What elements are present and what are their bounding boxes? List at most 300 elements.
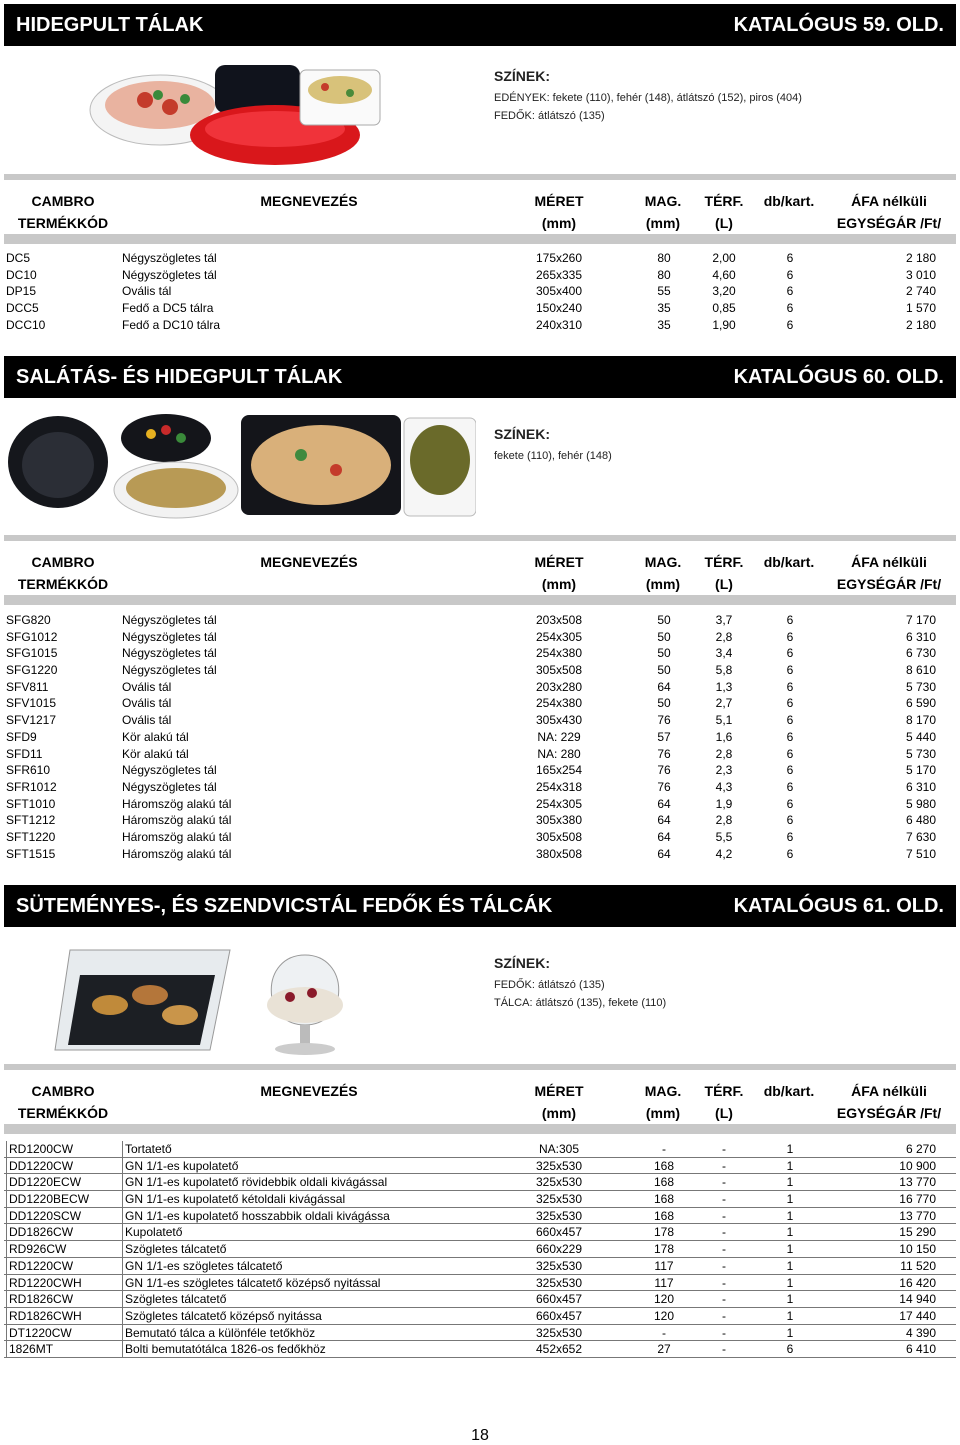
cell-code: SFT1010	[6, 796, 56, 811]
cell-db: 1	[786, 1175, 794, 1190]
table-row	[4, 267, 956, 284]
cell-code: DT1220CW	[6, 1325, 72, 1342]
section-banner-1	[4, 4, 956, 46]
cell-terf: 3,4	[715, 646, 733, 661]
cell-code: DCC5	[6, 301, 39, 316]
cell-code: SFT1212	[6, 813, 56, 828]
cell-terf: 2,8	[715, 629, 733, 644]
cell-size: 254x380	[535, 646, 583, 661]
cell-name: Négyszögletes tál	[122, 251, 217, 265]
cell-terf: -	[722, 1242, 726, 1257]
cell-price: 7 630	[905, 829, 936, 844]
cell-size: 305x508	[535, 829, 583, 844]
cell-price: 3 010	[905, 267, 936, 282]
cell-db: 6	[786, 646, 794, 661]
cell-size: 325x530	[535, 1275, 583, 1290]
cell-price: 8 170	[905, 713, 936, 728]
cell-code: DP15	[6, 284, 37, 299]
header-name: MEGNEVEZÉS	[260, 193, 358, 209]
table-row	[4, 612, 956, 629]
cell-size: 380x508	[535, 846, 583, 861]
cell-name: Kör alakú tál	[122, 729, 189, 744]
cell-terf: -	[722, 1158, 726, 1173]
cell-code: SFD9	[6, 729, 37, 744]
colors-line: TÁLCA: átlátszó (135), fekete (110)	[494, 997, 667, 1009]
cell-terf: -	[722, 1342, 726, 1357]
cell-price: 7 510	[905, 846, 936, 861]
cell-code: DC5	[6, 251, 31, 265]
cell-terf: 5,8	[715, 663, 733, 678]
product-photo	[70, 55, 400, 170]
cell-price: 16 420	[899, 1275, 936, 1290]
cell-mag: 80	[657, 251, 671, 265]
cell-size: 254x305	[535, 796, 583, 811]
cell-name: Négyszögletes tál	[122, 779, 217, 794]
cell-db: 6	[786, 317, 794, 332]
header-price: ÁFA nélküli EGYSÉGÁR /Ft/	[836, 1083, 942, 1121]
header-price: ÁFA nélküli EGYSÉGÁR /Ft/	[836, 193, 942, 231]
colors-line: EDÉNYEK: fekete (110), fehér (148), átlátszó (152), piros (404)	[494, 92, 802, 104]
page-number: 18	[471, 1427, 489, 1444]
cell-mag: 168	[653, 1208, 675, 1223]
cell-db: 6	[786, 746, 794, 761]
cell-name: Ovális tál	[122, 679, 172, 694]
cell-price: 5 170	[905, 763, 936, 778]
table-row	[4, 250, 956, 267]
cell-name: Négyszögletes tál	[122, 629, 217, 644]
cell-size: 660x457	[535, 1308, 583, 1323]
cell-size: 325x530	[535, 1325, 583, 1340]
cell-price: 6 310	[905, 779, 936, 794]
cell-code: DD1220SCW	[6, 1208, 81, 1225]
cell-db: 6	[786, 1342, 794, 1357]
table-row	[4, 1291, 956, 1308]
cell-terf: 2,00	[712, 251, 736, 265]
cell-name: GN 1/1-es kupolatető kétoldali kivágással	[122, 1191, 345, 1208]
cell-mag: 64	[657, 813, 671, 828]
table-row	[4, 679, 956, 696]
cell-name: Négyszögletes tál	[122, 663, 217, 678]
cell-name: Fedő a DC5 tálra	[122, 301, 214, 316]
table-row	[4, 317, 956, 334]
cell-price: 2 180	[905, 251, 936, 265]
cell-price: 10 150	[899, 1242, 936, 1257]
cell-code: SFG1015	[6, 646, 58, 661]
cell-terf: 5,5	[715, 829, 733, 844]
header-volume: TÉRF. (L)	[704, 193, 744, 231]
cell-mag: 50	[657, 696, 671, 711]
cell-code: RD1826CW	[6, 1291, 73, 1308]
product-photo	[50, 935, 380, 1057]
cell-terf: -	[722, 1292, 726, 1307]
cell-terf: 2,8	[715, 746, 733, 761]
cell-name: GN 1/1-es szögletes tálcatető	[122, 1258, 282, 1275]
cell-db: 6	[786, 763, 794, 778]
cell-code: SFG1220	[6, 663, 58, 678]
table-row	[4, 1341, 956, 1358]
cell-mag: 117	[654, 1275, 674, 1290]
cell-name: Tortatető	[122, 1141, 172, 1158]
section-banner-3	[4, 885, 956, 927]
cell-name: Négyszögletes tál	[122, 267, 217, 282]
cell-price: 13 770	[899, 1208, 936, 1223]
header-code: CAMBRO TERMÉKKÓD	[17, 1083, 109, 1121]
cell-name: GN 1/1-es kupolatető rövidebbik oldali kivágással	[122, 1174, 387, 1191]
colors-line: FEDŐK: átlátszó (135)	[494, 110, 605, 122]
colors-heading: SZÍNEK:	[494, 68, 550, 84]
table-row	[4, 695, 956, 712]
cell-mag: 50	[657, 613, 671, 627]
cell-name: Ovális tál	[122, 713, 172, 728]
cell-size: 165x254	[535, 763, 583, 778]
cell-db: 6	[786, 613, 794, 627]
cell-mag: 55	[657, 284, 671, 299]
cell-terf: 3,20	[712, 284, 736, 299]
cell-mag: -	[662, 1325, 666, 1340]
cell-name: GN 1/1-es szögletes tálcatető középső nyitással	[122, 1275, 380, 1292]
table-row	[4, 1325, 956, 1342]
cell-name: Kör alakú tál	[122, 746, 189, 761]
cell-size: 325x530	[535, 1175, 583, 1190]
cell-terf: -	[722, 1325, 726, 1340]
colors-block-1	[494, 68, 802, 128]
cell-mag: 168	[653, 1192, 675, 1207]
cell-code: RD926CW	[6, 1241, 66, 1258]
cell-mag: 168	[653, 1175, 675, 1190]
cell-mag: 27	[657, 1342, 671, 1357]
cell-mag: 178	[653, 1242, 675, 1257]
cell-db: 6	[786, 779, 794, 794]
cell-name: GN 1/1-es kupolatető hosszabbik oldali kivágássa	[122, 1208, 390, 1225]
table-row	[4, 629, 956, 646]
cell-size: 254x380	[535, 696, 583, 711]
cell-name: Ovális tál	[122, 696, 172, 711]
cell-price: 8 610	[905, 663, 936, 678]
cell-price: 5 440	[905, 729, 936, 744]
cell-db: 6	[786, 729, 794, 744]
cell-db: 1	[786, 1292, 794, 1307]
cell-name: Háromszög alakú tál	[122, 846, 232, 861]
cell-code: SFG820	[6, 613, 51, 627]
cell-code: DD1826CW	[6, 1224, 73, 1241]
colors-line: fekete (110), fehér (148)	[494, 450, 612, 462]
cell-name: Négyszögletes tál	[122, 613, 217, 627]
cell-db: 1	[786, 1325, 794, 1340]
cell-code: SFR1012	[6, 779, 57, 794]
cell-size: 325x530	[535, 1258, 583, 1273]
cell-terf: -	[722, 1225, 726, 1240]
table-row	[4, 300, 956, 317]
cell-mag: -	[662, 1142, 666, 1156]
cell-price: 14 940	[899, 1292, 936, 1307]
cell-terf: 5,1	[715, 713, 733, 728]
header-size: MÉRET (mm)	[534, 193, 584, 231]
section-banner-2	[4, 356, 956, 398]
header-size: MÉRET (mm)	[534, 1083, 584, 1121]
table-row	[4, 1224, 956, 1241]
cell-code: SFT1515	[6, 846, 56, 861]
cell-code: SFV811	[6, 679, 49, 694]
cell-size: 305x380	[535, 813, 583, 828]
table-header-1	[4, 174, 956, 244]
cell-price: 6 730	[905, 646, 936, 661]
section-title: SÜTEMÉNYES-, ÉS SZENDVICSTÁL FEDŐK ÉS TÁLCÁK	[16, 894, 553, 917]
cell-terf: -	[722, 1208, 726, 1223]
cell-code: RD1200CW	[6, 1141, 73, 1158]
cell-price: 5 730	[905, 746, 936, 761]
cell-mag: 50	[657, 629, 671, 644]
cell-name: Szögletes tálcatető	[122, 1291, 226, 1308]
section-title: SALÁTÁS- ÉS HIDEGPULT TÁLAK	[16, 365, 343, 388]
cell-db: 1	[786, 1208, 794, 1223]
cell-name: Fedő a DC10 tálra	[122, 317, 221, 332]
cell-db: 6	[786, 713, 794, 728]
table-row	[4, 1174, 956, 1191]
cell-code: RD1220CWH	[6, 1275, 82, 1292]
table-row	[4, 729, 956, 746]
cell-price: 6 480	[905, 813, 936, 828]
cell-price: 2 180	[905, 317, 936, 332]
cell-size: NA: 229	[537, 729, 581, 744]
cell-db: 6	[786, 829, 794, 844]
cell-db: 6	[786, 301, 794, 316]
cell-price: 16 770	[899, 1192, 936, 1207]
cell-terf: 2,8	[715, 813, 733, 828]
cell-db: 1	[786, 1275, 794, 1290]
cell-terf: 2,7	[715, 696, 733, 711]
table-row	[4, 846, 956, 863]
cell-price: 7 170	[905, 613, 936, 627]
table-header-2	[4, 535, 956, 605]
cell-code: SFG1012	[6, 629, 58, 644]
cell-terf: 1,3	[715, 679, 733, 694]
cell-size: 325x530	[535, 1208, 583, 1223]
cell-name: Szögletes tálcatető	[122, 1241, 226, 1258]
cell-price: 10 900	[899, 1158, 936, 1173]
colors-line: FEDŐK: átlátszó (135)	[494, 979, 605, 991]
cell-mag: 80	[657, 267, 671, 282]
catalog-reference: KATALÓGUS 60. OLD.	[733, 365, 944, 388]
cell-db: 6	[786, 251, 794, 265]
cell-mag: 50	[657, 646, 671, 661]
cell-terf: -	[722, 1258, 726, 1273]
cell-price: 6 310	[905, 629, 936, 644]
cell-db: 1	[786, 1158, 794, 1173]
header-code: CAMBRO TERMÉKKÓD	[17, 193, 109, 231]
cell-terf: -	[722, 1192, 726, 1207]
cell-db: 6	[786, 679, 794, 694]
cell-price: 4 390	[905, 1325, 936, 1340]
table-row	[4, 1191, 956, 1208]
cell-size: 203x508	[535, 613, 583, 627]
cell-size: 660x457	[535, 1225, 583, 1240]
cell-terf: 1,90	[712, 317, 736, 332]
product-photo	[6, 410, 476, 520]
cell-size: 452x652	[535, 1342, 583, 1357]
cell-name: Háromszög alakú tál	[122, 813, 232, 828]
cell-mag: 120	[653, 1292, 675, 1307]
table-row	[4, 829, 956, 846]
cell-size: NA: 280	[537, 746, 581, 761]
cell-db: 6	[786, 846, 794, 861]
cell-mag: 76	[657, 713, 671, 728]
cell-mag: 120	[653, 1308, 675, 1323]
table-row	[4, 1241, 956, 1258]
cell-db: 1	[786, 1225, 794, 1240]
cell-mag: 76	[657, 746, 671, 761]
cell-terf: -	[722, 1275, 726, 1290]
cell-name: Kupolatető	[122, 1224, 182, 1241]
cell-mag: 35	[657, 317, 671, 332]
colors-heading: SZÍNEK:	[494, 426, 550, 442]
cell-code: SFD11	[6, 746, 43, 761]
cell-mag: 64	[657, 846, 671, 861]
cell-mag: 178	[653, 1225, 675, 1240]
cell-code: SFV1015	[6, 696, 57, 711]
header-volume: TÉRF. (L)	[704, 1083, 744, 1121]
colors-block-2	[494, 426, 612, 468]
cell-name: Háromszög alakú tál	[122, 796, 232, 811]
cell-terf: -	[722, 1175, 726, 1190]
table-row	[4, 1141, 956, 1158]
cell-name: Szögletes tálcatető középső nyitássa	[122, 1308, 322, 1325]
cell-code: 1826MT	[6, 1341, 53, 1358]
table-header-3	[4, 1064, 956, 1134]
header-height: MAG. (mm)	[644, 193, 682, 231]
cell-mag: 50	[657, 663, 671, 678]
cell-terf: -	[722, 1308, 726, 1323]
cell-terf: 3,7	[715, 613, 733, 627]
cell-db: 1	[786, 1258, 794, 1273]
table-row	[4, 796, 956, 813]
cell-code: SFT1220	[6, 829, 56, 844]
cell-db: 1	[786, 1142, 794, 1156]
cell-db: 6	[786, 284, 794, 299]
cell-size: 265x335	[535, 267, 583, 282]
cell-price: 5 980	[905, 796, 936, 811]
header-code: CAMBRO TERMÉKKÓD	[17, 554, 109, 592]
cell-terf: 2,3	[715, 763, 733, 778]
cell-mag: 64	[657, 829, 671, 844]
cell-name: Bemutató tálca a különféle tetőkhöz	[122, 1325, 315, 1342]
cell-size: 305x400	[535, 284, 583, 299]
header-name: MEGNEVEZÉS	[260, 554, 358, 570]
cell-terf: 0,85	[712, 301, 736, 316]
cell-size: 254x318	[535, 779, 583, 794]
cell-price: 5 730	[905, 679, 936, 694]
colors-heading: SZÍNEK:	[494, 955, 550, 971]
table-row	[4, 712, 956, 729]
product-table-2	[4, 612, 956, 862]
cell-size: 203x280	[535, 679, 583, 694]
cell-size: 175x260	[535, 251, 583, 265]
cell-mag: 64	[657, 796, 671, 811]
cell-db: 1	[786, 1308, 794, 1323]
cell-terf: 1,6	[715, 729, 733, 744]
cell-db: 1	[786, 1192, 794, 1207]
cell-size: 660x229	[535, 1242, 583, 1257]
cell-terf: 4,60	[712, 267, 736, 282]
cell-terf: 4,3	[715, 779, 733, 794]
cell-mag: 76	[657, 779, 671, 794]
product-table-3	[4, 1141, 956, 1358]
header-height: MAG. (mm)	[644, 554, 682, 592]
catalog-reference: KATALÓGUS 59. OLD.	[733, 13, 944, 36]
cell-price: 11 520	[900, 1258, 936, 1273]
header-height: MAG. (mm)	[644, 1083, 682, 1121]
product-table-1	[4, 250, 956, 333]
cell-price: 1 570	[905, 301, 936, 316]
table-row	[4, 812, 956, 829]
cell-price: 13 770	[899, 1175, 936, 1190]
cell-code: DCC10	[6, 317, 46, 332]
cell-mag: 168	[653, 1158, 675, 1173]
cell-name: Négyszögletes tál	[122, 646, 217, 661]
cell-code: DC10	[6, 267, 37, 282]
table-row	[4, 662, 956, 679]
header-per-box: db/kart.	[763, 554, 815, 570]
cell-price: 6 410	[905, 1342, 936, 1357]
cell-db: 6	[786, 813, 794, 828]
cell-mag: 76	[657, 763, 671, 778]
cell-size: NA:305	[538, 1142, 580, 1156]
header-per-box: db/kart.	[763, 193, 815, 209]
cell-mag: 64	[657, 679, 671, 694]
cell-price: 6 270	[905, 1142, 936, 1156]
cell-code: RD1826CWH	[6, 1308, 82, 1325]
table-row	[4, 283, 956, 300]
table-row	[4, 1308, 956, 1325]
cell-price: 17 440	[899, 1308, 936, 1323]
catalog-reference: KATALÓGUS 61. OLD.	[733, 894, 944, 917]
table-row	[4, 1208, 956, 1225]
table-row	[4, 645, 956, 662]
table-row	[4, 779, 956, 796]
cell-size: 325x530	[535, 1192, 583, 1207]
header-size: MÉRET (mm)	[534, 554, 584, 592]
header-name: MEGNEVEZÉS	[260, 1083, 358, 1099]
cell-terf: 1,9	[715, 796, 733, 811]
cell-size: 305x430	[535, 713, 583, 728]
cell-size: 240x310	[535, 317, 583, 332]
cell-name: GN 1/1-es kupolatető	[122, 1158, 238, 1175]
cell-mag: 35	[657, 301, 671, 316]
cell-name: Négyszögletes tál	[122, 763, 217, 778]
table-row	[4, 762, 956, 779]
cell-name: Háromszög alakú tál	[122, 829, 232, 844]
header-volume: TÉRF. (L)	[704, 554, 744, 592]
table-row	[4, 1258, 956, 1275]
cell-terf: 4,2	[715, 846, 733, 861]
cell-size: 150x240	[535, 301, 583, 316]
cell-db: 6	[786, 696, 794, 711]
cell-db: 6	[786, 629, 794, 644]
cell-mag: 117	[654, 1258, 674, 1273]
cell-price: 15 290	[899, 1225, 936, 1240]
header-per-box: db/kart.	[763, 1083, 815, 1099]
cell-db: 6	[786, 796, 794, 811]
table-row	[4, 1158, 956, 1175]
cell-mag: 57	[657, 729, 671, 744]
cell-name: Ovális tál	[122, 284, 172, 299]
cell-size: 660x457	[535, 1292, 583, 1307]
table-row	[4, 1275, 956, 1292]
cell-code: SFR610	[6, 763, 51, 778]
cell-terf: -	[722, 1142, 726, 1156]
cell-code: DD1220BECW	[6, 1191, 89, 1208]
cell-size: 254x305	[535, 629, 583, 644]
cell-price: 2 740	[905, 284, 936, 299]
